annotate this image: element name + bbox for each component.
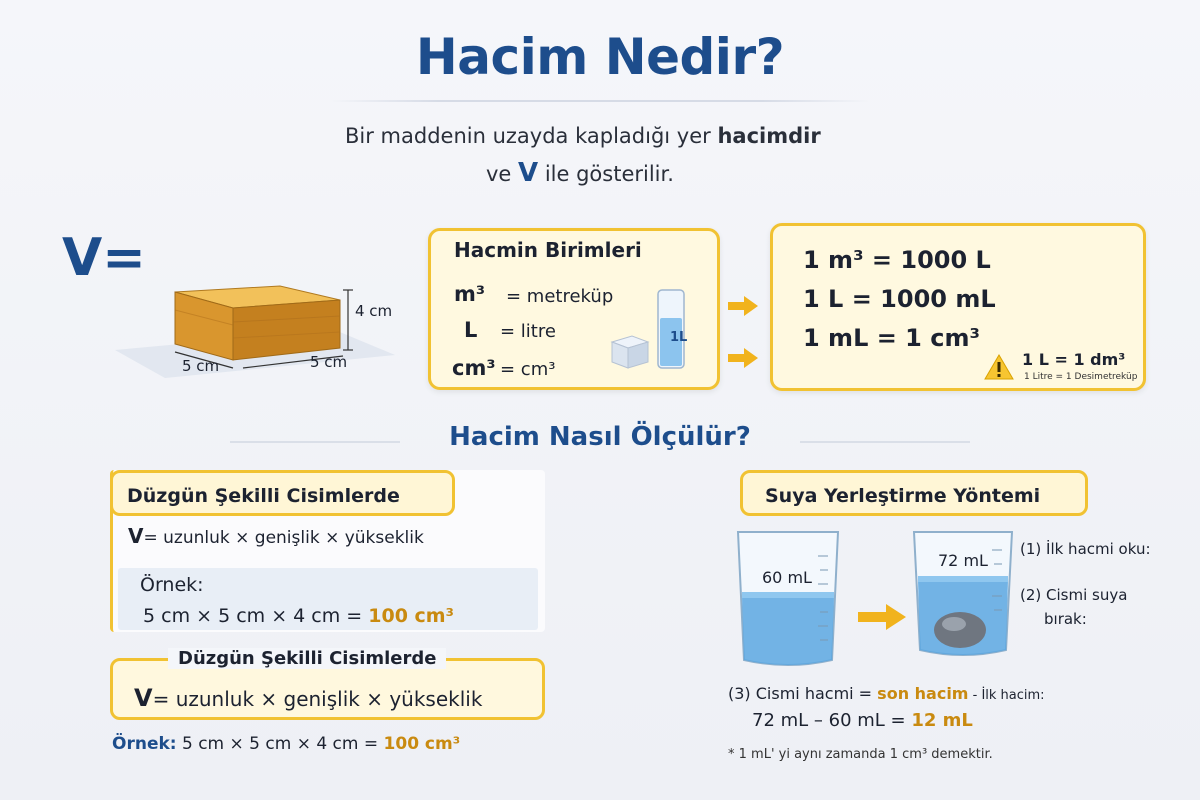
example-result: 100 cm³: [368, 605, 454, 627]
conversion-line-2: 1 L = 1000 mL: [803, 285, 996, 313]
step-2-continued: bırak:: [1044, 610, 1087, 628]
conversion-line-3: 1 mL = 1 cm³: [803, 324, 980, 352]
example-label: Örnek:: [140, 574, 204, 596]
example-calculation: [143, 605, 454, 627]
displacement-tag: Suya Yerleştirme Yöntemi: [740, 470, 1088, 516]
cylinder-label: 1L: [670, 330, 688, 345]
regular-formula-2: [134, 684, 482, 712]
title-divider: [330, 100, 870, 102]
volume-symbol: V: [518, 158, 539, 188]
conversion-line-1: 1 m³ = 1000 L: [803, 246, 991, 274]
arrow-right-icon: [858, 604, 906, 630]
formula-text: = uzunluk × genişlik × yükseklik: [152, 687, 483, 711]
units-panel-title: Hacmin Birimleri: [454, 238, 642, 262]
intro-line-2: [486, 158, 674, 188]
step-3: [728, 684, 1045, 703]
box-width-right-label: 5 cm: [310, 353, 348, 371]
step-3-text: (3) Cismi hacmi =: [728, 684, 878, 703]
arrow-right-icon: [728, 348, 758, 368]
regular-shape-tag-2: Düzgün Şekilli Cisimlerde: [168, 648, 446, 669]
unit-l-symbol: L: [464, 318, 478, 342]
example-calculation-2: [112, 734, 460, 754]
measure-section-title: Hacim Nasıl Ölçülür?: [449, 422, 751, 452]
unit-cm3-text: = cm³: [500, 359, 556, 380]
step-3-text: - İlk hacim:: [968, 688, 1045, 703]
example-calc-text: 5 cm × 5 cm × 4 cm =: [176, 734, 384, 754]
beaker-before-label: 60 mL: [762, 568, 812, 587]
formula-text: = uzunluk × genişlik × yükseklik: [143, 528, 424, 548]
example-label-2: Örnek:: [112, 734, 177, 754]
formula-v: V: [134, 684, 153, 712]
beaker-before-illustration: [728, 526, 848, 670]
warning-icon: [984, 354, 1014, 380]
step-1: (1) İlk hacmi oku:: [1020, 540, 1151, 558]
step-2: (2) Cismi suya: [1020, 586, 1128, 604]
cube-and-cylinder-icon: [606, 284, 696, 374]
intro-keyword: hacimdir: [717, 124, 821, 148]
intro-text: ile gösterilir.: [538, 162, 674, 186]
intro-line-1: [345, 124, 821, 148]
displacement-calculation: [752, 710, 973, 731]
wooden-box-illustration: [105, 270, 405, 390]
page-title: Hacim Nedir?: [415, 28, 785, 86]
box-width-left-label: 5 cm: [182, 357, 220, 375]
unit-cm3-symbol: cm³: [452, 356, 496, 380]
step-3-highlight: son hacim: [877, 684, 969, 703]
beaker-after-label: 72 mL: [938, 551, 988, 570]
arrow-right-icon: [728, 296, 758, 316]
intro-text: ve: [486, 162, 519, 186]
footnote: * 1 mL' yi aynı zamanda 1 cm³ demektir.: [728, 747, 993, 762]
volume-equals-label: V=: [62, 228, 146, 288]
unit-m3-text: = metreküp: [506, 286, 614, 307]
unit-m3-symbol: m³: [454, 282, 486, 306]
calc-result: 12 mL: [911, 710, 973, 731]
liter-note-sub: 1 Litre = 1 Desimetreküp: [1024, 372, 1138, 382]
example-result-2: 100 cm³: [383, 734, 461, 754]
beaker-after-illustration: [906, 526, 1020, 660]
liter-note-main: 1 L = 1 dm³: [1022, 350, 1126, 369]
intro-text: Bir maddenin uzayda kapladığı yer: [345, 124, 718, 148]
example-calc-text: 5 cm × 5 cm × 4 cm =: [143, 605, 369, 627]
calc-text: 72 mL – 60 mL =: [752, 710, 912, 731]
unit-l-text: = litre: [500, 321, 556, 342]
regular-formula: [128, 524, 424, 548]
regular-shape-tag: Düzgün Şekilli Cisimlerde: [110, 470, 455, 516]
box-height-label: 4 cm: [355, 302, 393, 320]
formula-v: V: [128, 524, 144, 548]
